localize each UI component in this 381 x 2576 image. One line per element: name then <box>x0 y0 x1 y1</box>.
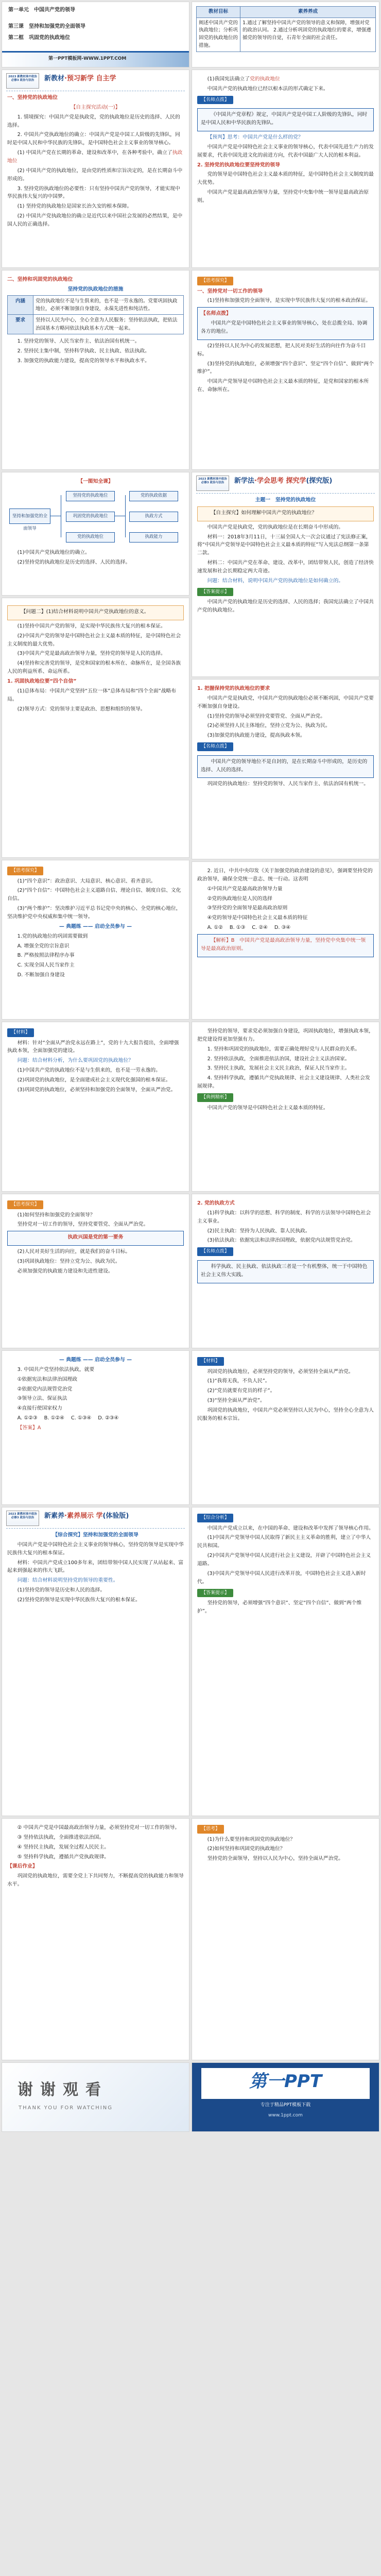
choice: D. ③④ <box>274 925 291 931</box>
slide-body <box>197 276 374 396</box>
tip-tag: 【名师点拨】 <box>197 1247 233 1256</box>
slide-body <box>7 276 184 367</box>
slide-body <box>197 1356 374 1425</box>
diagram-root: 坚持和加强党的全面领导 <box>9 509 50 524</box>
paragraph: (3)中国共产党领导中国人民进行改革开放，中国特色社会主义进入新时代。 <box>197 1570 366 1585</box>
paragraph: 中国共产党是中国特色社会主义事业的领导核心，处在总揽全局、协调各方的地位。 <box>201 320 368 335</box>
paragraph: 3. 坚持民主执政，发展社会主义民主政治，保证人民当家作主。 <box>207 1065 350 1072</box>
answer: 【答案】A <box>17 1425 41 1431</box>
paragraph: 3. 坚持党的执政地位的必要性：只有坚持中国共产党的领导，才能实现中华民族伟大复兴的中国梦。 <box>7 185 180 200</box>
thanks-slide <box>2 2062 189 2132</box>
think-tag: 【思考探究】 <box>7 867 43 875</box>
logo: 2023 新教材高中政治 必修3 政治与法治 <box>6 73 39 89</box>
paragraph: (1)坚持和加强党的全面领导，是实现中华民族伟大复兴的根本政治保证。 <box>207 298 371 304</box>
choice: C. ①③④ <box>71 1415 92 1421</box>
question: 1.党的执政地位的巩固需要做到 <box>17 933 88 939</box>
choice: A. ①② <box>207 925 223 931</box>
answer-tag: 【答案提示】 <box>197 588 233 597</box>
paragraph: (2)“党员就要有党员的样子”。 <box>207 1388 275 1394</box>
slide-exercise-3 <box>2 1350 189 1505</box>
section-title: 一、坚持党对一切工作的领导 <box>197 288 263 294</box>
title-slide <box>2 2 189 67</box>
goals-table <box>196 6 376 52</box>
question: 3. 中国共产党坚持依法执政，就要 <box>17 1366 95 1372</box>
tip-tag: 【名师点拨】 <box>197 96 233 105</box>
banner-main: 新学法 <box>234 477 255 485</box>
analysis-tag: 【综合分析】 <box>197 1514 233 1522</box>
slide-material-2 <box>192 1350 379 1505</box>
option: ②党的执政地位是人民的选择 <box>207 895 272 902</box>
exercise-separator: — 典题练 —— 启动全员参与 — <box>59 923 132 929</box>
paragraph: (2)巩固党的执政地位，是全面建成社会主义现代化强国的根本保证。 <box>17 1077 171 1083</box>
paragraph: 《中国共产党章程》规定，中国共产党是中国工人阶级的先锋队，同时是中国人民和中华民族的先锋队。 <box>201 112 368 126</box>
paragraph: 科学执政、民主执政、依法执政三者是一个有机整体，统一于中国特色社会主义伟大实践。 <box>201 1263 368 1278</box>
diagram-node: 执政方式 <box>129 512 178 522</box>
row-label: 内涵 <box>8 295 33 315</box>
answer-box <box>197 934 374 957</box>
slide-body <box>197 1027 374 1113</box>
paragraph: 问题：结合材料说明坚持党的领导的重要性。 <box>17 1578 118 1584</box>
paragraph: (2)坚持党的执政地位是历史的选择、人民的选择。 <box>17 559 131 565</box>
paragraph: 中国共产党的领导是中国特色社会主义最本质的特征。 <box>207 1105 328 1111</box>
banner-tail: (探究版) <box>306 477 333 485</box>
slide-exercise-1 <box>2 860 189 1020</box>
slide-body <box>197 867 374 959</box>
paragraph: 中国共产党的执政地位已经以根本法的形式确定下来。 <box>207 86 328 92</box>
slide-body <box>7 94 184 230</box>
slide-body <box>7 1027 184 1096</box>
slide-party-status <box>192 70 379 268</box>
section-title: 二、坚持和巩固党的执政地位 <box>7 277 73 282</box>
paragraph: (3)依法执政：依据宪法和法律治国理政，依据党内法规管党治党。 <box>207 1238 356 1244</box>
option: ①中国共产党是最高政治领导力量 <box>207 886 283 892</box>
diagram-node: 巩固党的执政地位 <box>66 512 115 522</box>
paragraph: (1)中国共产党执政地位的确立。 <box>17 549 90 555</box>
paragraph: (1)中国共产党领导中国人民取得了新民主主义革命的胜利，建立了中华人民共和国。 <box>197 1535 371 1549</box>
paragraph: 中国共产党是执政党，党的执政地位是在长期奋斗中形成的。 <box>207 524 344 530</box>
paragraph <box>197 75 374 83</box>
choice: B. ①③ <box>229 925 246 931</box>
paragraph: 1. 情境探究：中国共产党是执政党，党的执政地位是历史的选择、人民的选择。 <box>7 114 180 128</box>
topic-title: 【综合探究】坚持和加强党的全面领导 <box>53 1532 138 1538</box>
answer: 【解析】B 中国共产党是最高政治领导力量，坚持党中央集中统一领导是最高政治原则。 <box>201 938 366 952</box>
paragraph: (1)中国共产党的执政地位不是与生俱来的，也不是一劳永逸的。 <box>17 1067 161 1074</box>
brand-logo: 第一PPT <box>201 2068 370 2099</box>
slide-body <box>7 1531 184 1606</box>
option: A. 增强全党的宗旨意识 <box>17 943 70 949</box>
slide-literacy <box>2 1507 189 1816</box>
paragraph: (1)为什么要坚持和巩固党的执政地位？ <box>207 1836 296 1842</box>
paragraph: (2)人民对美好生活的向往，就是我们的奋斗目标。 <box>17 1249 131 1255</box>
paragraph: (3)巩固执政地位：坚持立党为公、执政为民。 <box>17 1259 120 1265</box>
slide-body <box>7 478 184 568</box>
paragraph: (1)科学执政：以科学的思想、科学的制度、科学的方法领导中国特色社会主义事业。 <box>197 1210 371 1224</box>
paragraph: 中国共产党是中国特色社会主义事业的领导核心，代表中国先进生产力的发展要求，代表中国先进文化的前进方向，代表中国最广大人民的根本利益。 <box>197 144 374 158</box>
slide-body <box>7 1199 184 1277</box>
paragraph: (3)坚持党的执政地位，必须增强“四个意识”、坚定“四个自信”、做到“两个维护”。 <box>197 361 374 375</box>
paragraph: (2) 中国共产党的执政地位，是由党的性质和宗旨决定的，是在长期奋斗中形成的。 <box>7 167 183 182</box>
tip-box <box>197 755 374 778</box>
slide-requirements <box>192 679 379 859</box>
banner-red: ·学会思考 探究学 <box>254 477 306 485</box>
paragraph: (2) 中国共产党执政地位的确立是近代以来中国社会发展的必然结果，是中国人民的正确选择。 <box>7 213 183 228</box>
banner-title <box>234 476 332 486</box>
paragraph: ⑤ 坚持科学执政，遵循共产党执政规律。 <box>17 1854 110 1860</box>
slide-governance <box>192 1194 379 1348</box>
material-tag: 【材料】 <box>7 1028 34 1037</box>
banner-title <box>44 1511 129 1521</box>
paragraph: 中国共产党是中国特色社会主义事业的领导核心，坚持党的领导是实现中华民族伟大复兴的根本保证。 <box>7 1541 184 1556</box>
section-title: 1. 把握保持党的执政地位的要求 <box>197 686 270 691</box>
divider <box>196 493 375 494</box>
option: ③领导立法、保证执法 <box>17 1396 67 1402</box>
slide-body <box>7 1356 184 1434</box>
measures-table <box>7 295 184 335</box>
question-box <box>7 605 184 620</box>
paragraph: 问题：结合材料分析，为什么要巩固党的执政地位？ <box>17 1058 133 1064</box>
thanks-subtitle: THANK YOU FOR WATCHING <box>19 2105 113 2111</box>
choice: C. ②④ <box>252 925 268 931</box>
mind-map <box>9 489 182 546</box>
paragraph: (1)坚持中国共产党的领导，是实现中华民族伟大复兴的根本保证。 <box>17 623 166 629</box>
option: B. 严格按照法律程序办事 <box>17 953 75 959</box>
option: ④直接行使国家权力 <box>17 1405 62 1412</box>
slide-body <box>7 866 184 981</box>
brand-slide <box>192 2062 379 2132</box>
slide-explore <box>192 472 379 677</box>
banner-main: 新素养 <box>44 1512 65 1520</box>
paragraph: 2. 中国共产党执政地位的确立：中国共产党是中国工人阶级的先锋队，同时是中国人民和中华民族的先锋队，是中国特色社会主义事业的领导核心。 <box>7 132 180 146</box>
section-title: 一、坚持党的执政地位 <box>7 95 58 100</box>
unit-title: 第一单元 中国共产党的领导 <box>8 7 75 13</box>
box-title: 【名师点拨】 <box>201 311 231 317</box>
paragraph: 中国共产党领导是中国特色社会主义最本质的特征，是党和国家的根本所在、命脉所在。 <box>197 379 369 393</box>
paragraph: 坚持党的全面领导，坚持以人民为中心，坚持全面从严治党。 <box>207 1856 344 1862</box>
section-title: 2. 党的执政方式 <box>197 1200 235 1206</box>
paragraph: 必须加强党的执政能力建设和先进性建设。 <box>17 1268 113 1274</box>
paragraph: (1)“四个意识”：政治意识、大局意识、核心意识、看齐意识。 <box>17 878 156 884</box>
paragraph: (1)“我将无我，不负人民”。 <box>207 1378 270 1384</box>
think-tag: 【思考】 <box>197 1825 224 1834</box>
paragraph: ② 中国共产党是中国最高政治领导力量，必须坚持党对一切工作的领导。 <box>17 1825 180 1831</box>
paragraph-text: (1)我国宪法确立了 <box>207 76 250 82</box>
paragraph: (2)民主执政：坚持为人民执政、靠人民执政。 <box>207 1228 310 1234</box>
paragraph: 中国共产党成立以来，在中国的革命、建设和改革中发挥了领导核心作用。 <box>207 1525 374 1531</box>
question: 2. 近日，中共中央印发《关于加强党的政治建设的意见》，强调要坚持党的政治领导，确保全党统一意志、统一行动。这表明 <box>197 868 373 882</box>
paragraph: 1. 坚持和巩固党的执政地位，需要正确处理好党与人民群众的关系。 <box>207 1046 360 1052</box>
slide-relations <box>192 1022 379 1192</box>
slide-body <box>197 496 374 616</box>
section-title: 【课后作业】 <box>7 1863 38 1870</box>
paragraph: 材料：中国共产党成立100多年来，团结带领中国人民实现了从站起来、富起来到强起来的伟大飞跃。 <box>7 1560 183 1574</box>
slide-summary <box>2 1818 189 2060</box>
paragraph: (4)坚持和完善党的领导，是党和国家的根本所在、命脉所在，是全国各族人民的利益所系、命运所系。 <box>7 660 181 675</box>
paragraph: 2. 坚持民主集中制，坚持科学执政、民主执政、依法执政。 <box>17 348 150 354</box>
slide-body <box>197 75 374 207</box>
option: D. 不断加强自身建设 <box>17 972 65 978</box>
box-text: 执政兴国是党的第一要务 <box>67 1234 124 1241</box>
goals-col2-header: 素养养成 <box>240 7 376 18</box>
paragraph: 中国共产党是执政党，中国共产党的执政地位必须不断巩固，中国共产党要不断加强自身建设。 <box>197 695 374 709</box>
tip-box <box>197 108 374 131</box>
paragraph: 3. 加强党的执政能力建设，提高党的领导水平和执政水平。 <box>17 358 150 364</box>
question: 【自主探究】如何理解中国共产党的执政地位？ <box>211 510 317 516</box>
slide-body <box>197 1513 374 1617</box>
slide-material <box>2 1022 189 1192</box>
paragraph: (1)如何坚持和加强党的全面领导？ <box>17 1212 95 1218</box>
paragraph: 1. 坚持党的领导、人民当家作主、依法治国有机统一。 <box>17 338 140 345</box>
row-text: 坚持以人民为中心，全心全意为人民服务；坚持依法执政，把依法治国基本方略同依法执政基本方式统一起来。 <box>33 315 184 334</box>
paragraph: (1) 坚持党的执政地位是国家长治久安的根本保障。 <box>17 204 132 210</box>
paragraph: (2)坚持以人民为中心的发展思想，把人民对美好生活的向往作为奋斗目标。 <box>197 343 366 357</box>
paragraph: ④ 坚持民主执政，发展全过程人民民主。 <box>17 1844 110 1850</box>
paragraph: 材料二：中国共产党在革命、建设、改革中，团结带领人民，创造了经济快速发展和社会长期稳定两大奇迹。 <box>197 560 374 574</box>
paragraph: 巩固党的执政地位：坚持党的领导、人民当家作主、依法治国有机统一。 <box>207 781 369 787</box>
option: ①依据宪法和法律治国理政 <box>17 1376 78 1382</box>
slide-diagram <box>2 472 189 596</box>
table-row <box>8 295 184 315</box>
paragraph: ③ 坚持依法执政，全面推进依法治国。 <box>17 1834 105 1840</box>
option: C. 实现全国人民当家作主 <box>17 962 75 969</box>
paragraph: 巩固党的执政地位，必须坚持党的领导，必须坚持全面从严治党。 <box>207 1368 354 1375</box>
slide-body <box>197 1199 374 1285</box>
paragraph: (2)中国共产党领导中国人民进行社会主义建设，开辟了中国特色社会主义道路。 <box>197 1553 371 1567</box>
paragraph: 中国共产党的执政地位是历史的选择、人民的选择；我国宪法确立了中国共产党的执政地位。 <box>197 599 374 614</box>
highlight-box <box>7 1231 184 1246</box>
material-tag: 【材料】 <box>197 1357 224 1366</box>
tip-tag: 【名师点拨】 <box>197 742 233 751</box>
brand-tagline: 专注于精品PPT模板下载 <box>260 2103 311 2108</box>
paragraph: (2)坚持党的领导是实现中华民族伟大复兴的根本保证。 <box>17 1597 141 1603</box>
row-label: 要求 <box>8 315 33 334</box>
paragraph: 2. 坚持依法执政，全面推进依法治国，建设社会主义法治国家。 <box>207 1056 350 1062</box>
paragraph-text: (1) 中国共产党在长期的革命、建设和改革中，在各种考验中，确立了 <box>17 150 172 156</box>
think-tag: 【思考探究】 <box>197 277 233 285</box>
frame-title: 第二框 巩固党的执政地位 <box>8 35 70 41</box>
question-title: 【自主探究活动(一)】 <box>71 104 120 110</box>
paragraph: 坚持党的领导，必须增强“四个意识”、坚定“四个自信”、做到“两个维护”。 <box>197 1600 362 1615</box>
paragraph: (2)必须坚持人民主体地位，坚持立党为公、执政为民。 <box>207 723 331 729</box>
option: ③坚持党的全面领导是最高政治原则 <box>207 905 288 911</box>
option: ②依据党内法规管党治党 <box>17 1386 73 1392</box>
slide-preview <box>2 70 189 268</box>
paragraph: (2)领导方式：党的领导主要是政治、思想和组织的领导。 <box>17 706 146 712</box>
goals-col1-text: 阐述中国共产党的执政地位；分析巩固党的执政地位的措施。 <box>197 18 240 52</box>
paragraph: (1)坚持党的领导是历史和人民的选择。 <box>17 1587 106 1594</box>
table-title: 坚持党的执政地位的措施 <box>67 286 124 292</box>
slide-analysis <box>192 1507 379 1816</box>
choices <box>7 1414 184 1422</box>
thanks-title: 谢谢观看 <box>18 2081 108 2099</box>
logo: 2023 新教材高中政治 必修3 政治与法治 <box>6 1511 39 1526</box>
slide-body <box>197 685 374 790</box>
paragraph: 4. 坚持科学执政，遵循共产党执政规律、社会主义建设规律、人类社会发展规律。 <box>197 1075 370 1090</box>
paragraph: (2)如何坚持和巩固党的执政地位？ <box>207 1846 285 1852</box>
banner-red: ·预习新学 自主学 <box>64 75 116 82</box>
highlight: 党的执政地位 <box>250 76 280 82</box>
paragraph: (2)“四个自信”：中国特色社会主义道路自信、理论自信、制度自信、文化自信。 <box>7 888 181 902</box>
banner-tail: (体验版) <box>102 1512 129 1520</box>
example-tag: 【典例精析】 <box>197 1093 233 1102</box>
choice: B. ①②④ <box>44 1415 64 1421</box>
paragraph <box>7 149 184 165</box>
lesson-title: 第三课 坚持和加强党的全面领导 <box>8 24 85 29</box>
question: 【问题二】(1)结合材料说明中国共产党执政地位的意义。 <box>21 609 149 615</box>
paragraph: (3)“坚持全面从严治党”。 <box>207 1398 265 1404</box>
table-row <box>8 315 184 334</box>
diagram-node: 坚持党的执政地位 <box>66 491 115 501</box>
section-title: 【一图知全课】 <box>78 479 113 484</box>
highlight: 执政地位 <box>7 150 183 164</box>
paragraph: 中国共产党的领导地位不是自封的，是在长期奋斗中形成的，是历史的选择、人民的选择。 <box>201 758 368 773</box>
watermark: 第一PPT模板网-WWW.1PPT.COM <box>48 56 127 62</box>
paragraph: (3)中国共产党是最高政治领导力量，坚持党的领导是人民的选择。 <box>17 651 166 657</box>
answer-tag: 【答案提示】 <box>197 1589 233 1598</box>
paragraph: 坚持党对一切工作的领导，坚持党要管党、全面从严治党。 <box>17 1222 149 1228</box>
paragraph: 党的领导是中国特色社会主义最本质的特征，是中国特色社会主义制度的最大优势。 <box>197 172 374 186</box>
slide-think-2 <box>2 1194 189 1348</box>
slide-body <box>7 1824 184 1890</box>
slide-exercise-2 <box>192 861 379 1020</box>
tip-box <box>197 307 374 340</box>
connector <box>125 495 126 537</box>
slide-think <box>192 270 379 470</box>
choice: A. ①②③ <box>17 1415 38 1421</box>
slide-body <box>197 1824 374 1865</box>
slide-body <box>7 603 184 715</box>
paragraph: 材料一：2018年3月11日，十三届全国人大一次会议通过了宪法修正案，将“中国共产党领导是中国特色社会主义最本质的特征”写入宪法总纲第一条第二款。 <box>197 534 371 556</box>
paragraph: 中国共产党是最高政治领导力量，坚持党中央集中统一领导是最高政治原则。 <box>197 190 369 204</box>
slide-question-two <box>2 598 189 858</box>
paragraph: 材料：针对“全面从严治党永远在路上”，党的十九大报告提出，全面增强执政本领，全面加强党的建设。 <box>7 1040 179 1054</box>
diagram-node: 执政能力 <box>129 532 178 543</box>
paragraph: (1)总体布局：中国共产党坚持“五位一体”总体布局和“四个全面”战略布局。 <box>7 688 177 702</box>
brand-url: www.1ppt.com <box>268 2113 303 2118</box>
logo: 2023 新教材高中政治 必修3 政治与法治 <box>196 476 229 491</box>
paragraph: (1)坚持党的领导必须坚持党要管党、全面从严治党。 <box>207 713 326 719</box>
paragraph: 巩固党的执政地位，需要全党上下共同努力，不断提高党的执政能力和领导水平。 <box>7 1873 184 1888</box>
slide-think-3 <box>192 1818 379 2060</box>
paragraph: (3)“两个维护”：坚决维护习近平总书记党中央的核心、全党的核心地位，坚决维护党中央权威和集中统一领导。 <box>7 906 181 920</box>
topic-title: 主题一 坚持党的执政地位 <box>255 497 316 503</box>
row-text: 党的执政地位不是与生俱来的，也不是一劳永逸的。党要巩固执政地位，必须不断加强自身建设，永葆先进性和纯洁性。 <box>33 295 184 315</box>
paragraph: 【预判】思考：中国共产党是什么样的党？ <box>207 134 303 141</box>
paragraph: 巩固党的执政地位，中国共产党必须坚持以人民为中心，坚持全心全意为人民服务的根本宗旨。 <box>197 1408 374 1421</box>
goals-slide <box>192 2 379 67</box>
paragraph: (2)中国共产党的领导是中国特色社会主义最本质的特征，是中国特色社会主义制度的最大优势。 <box>7 633 181 647</box>
exercise-separator: — 典题练 —— 启动全员参与 — <box>59 1357 132 1363</box>
tip-box <box>197 1260 374 1283</box>
diagram-node: 党的执政地位 <box>66 532 115 543</box>
goals-col1-header: 教材目标 <box>197 7 240 18</box>
paragraph: (3)巩固党的执政地位，必须坚持和加强党的全面领导，全面从严治党。 <box>17 1087 176 1093</box>
section-title: 1. 巩固执政地位要“四个自信” <box>7 679 77 685</box>
banner-red: ·素养展示 学 <box>64 1512 103 1520</box>
divider <box>6 1528 185 1529</box>
slide-measures <box>2 270 189 470</box>
section-title: 2. 坚持党的执政地位要坚持党的领导 <box>197 162 280 168</box>
think-tag: 【思考探究】 <box>7 1200 43 1209</box>
paragraph: (3)加强党的执政能力建设，提高执政本领。 <box>207 733 305 739</box>
question-box <box>197 506 374 521</box>
choices <box>197 924 374 932</box>
paragraph: 坚持党的领导，要求党必须加强自身建设，巩固执政地位，增强执政本领，把党建设得更加坚强有力。 <box>197 1028 374 1042</box>
choice: D. ②③④ <box>98 1415 119 1421</box>
option: ④党的领导是中国特色社会主义最本质的特征 <box>207 915 308 921</box>
goals-col2-text: 1.通过了解坚持中国共产党的领导的意义和保障，增强对党的政治认同。 2.通过分析巩固党的执政地位的要求，增强遵循党的领导的自觉，石青年全面的社会责任。 <box>240 18 376 52</box>
paragraph: 问题：结合材料，说明中国共产党的执政地位是如何确立的。 <box>207 578 344 584</box>
banner-title <box>44 74 116 84</box>
banner-main: 新教材 <box>44 75 65 82</box>
diagram-node: 党的执政依据 <box>129 491 178 501</box>
